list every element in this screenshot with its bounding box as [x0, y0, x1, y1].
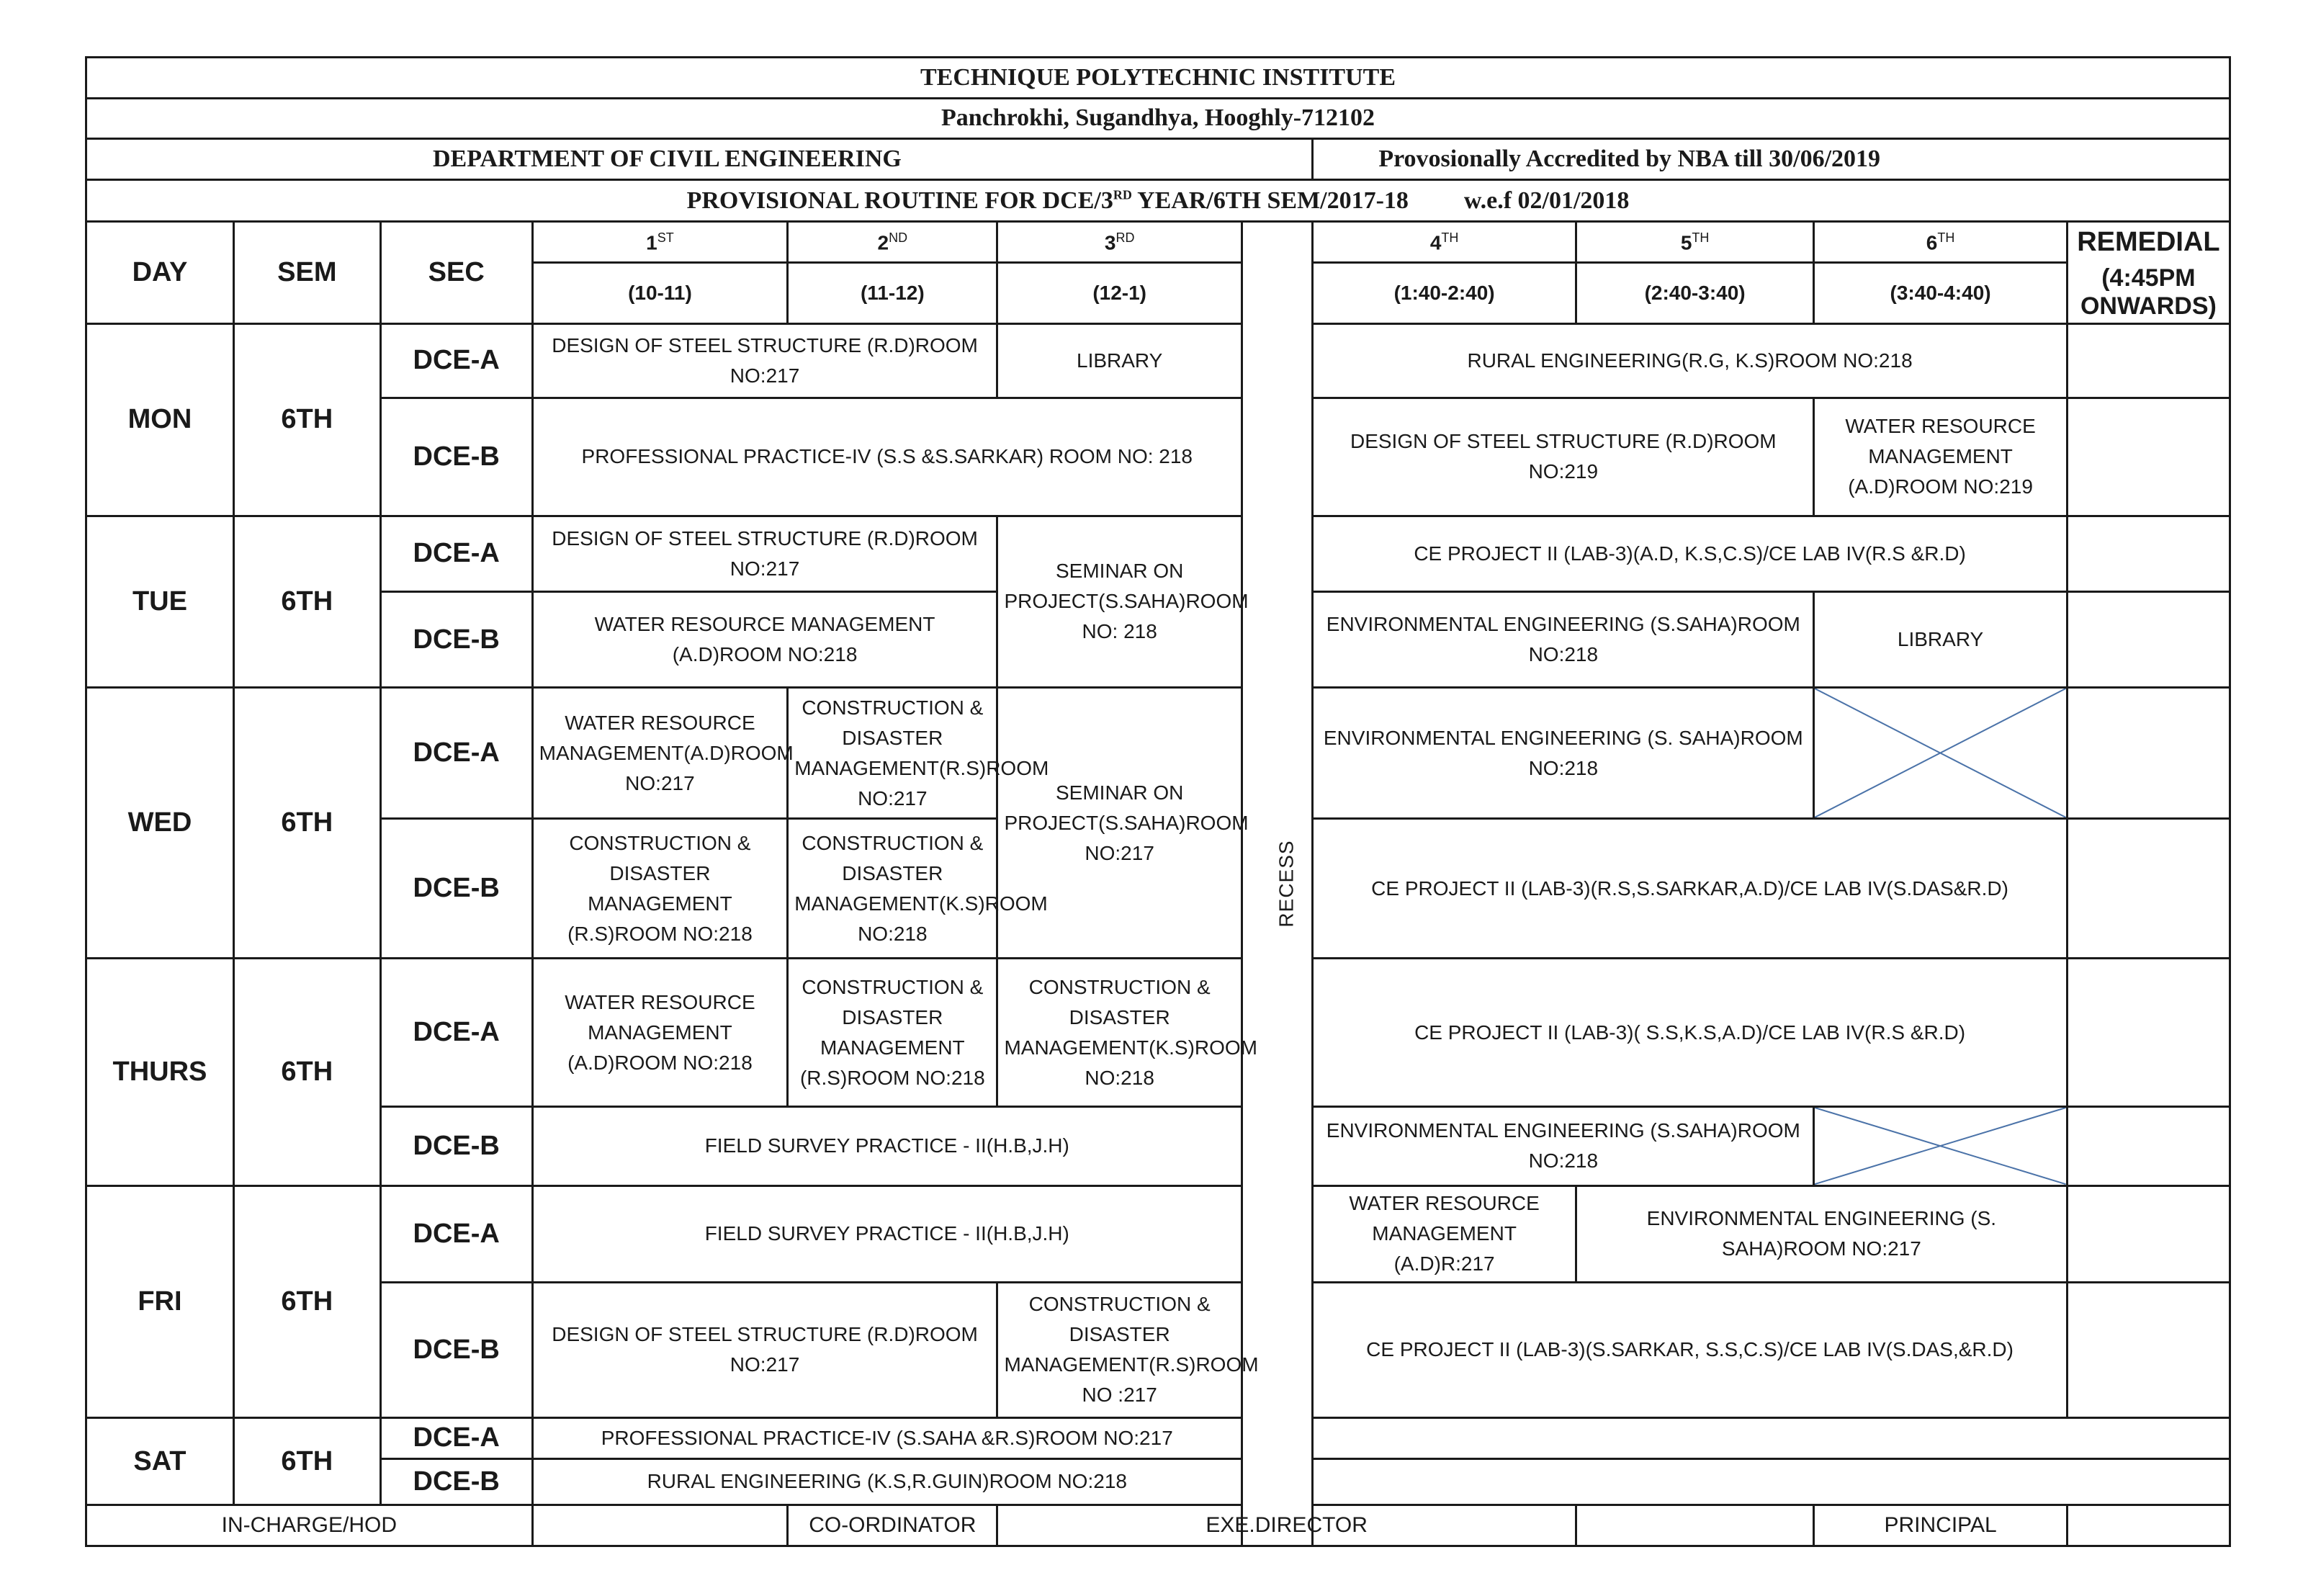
- period-6-time: (3:40-4:40): [1814, 262, 2068, 323]
- sec-thurs-a: DCE-A: [380, 959, 532, 1107]
- class-mon-b-p6: WATER RESOURCE MANAGEMENT (A.D)ROOM NO:219: [1814, 398, 2068, 516]
- sem-mon: 6TH: [233, 323, 380, 516]
- sec-fri-b: DCE-B: [380, 1282, 532, 1417]
- day-mon: MON: [86, 323, 234, 516]
- day-wed: WED: [86, 688, 234, 959]
- routine-title-post: YEAR/6TH SEM/2017-18: [1131, 187, 1409, 214]
- class-mon-a-p456: RURAL ENGINEERING(R.G, K.S)ROOM NO:218: [1313, 323, 2068, 398]
- sem-sat: 6TH: [233, 1417, 380, 1505]
- col-sem-header: SEM: [233, 222, 380, 323]
- class-wed-a-p45: ENVIRONMENTAL ENGINEERING (S. SAHA)ROOM NO:218: [1313, 688, 1814, 819]
- sec-tue-b: DCE-B: [380, 591, 532, 687]
- period-4-header: 4TH: [1313, 222, 1576, 263]
- class-sat-a-afternoon-empty: [1313, 1417, 2230, 1458]
- day-thurs: THURS: [86, 959, 234, 1185]
- class-thurs-b-p123: FIELD SURVEY PRACTICE - II(H.B,J.H): [532, 1107, 1242, 1185]
- remedial-mon-a: [2067, 323, 2230, 398]
- signature-exe-director: EXE.DIRECTOR: [997, 1505, 1576, 1546]
- class-fri-b-p3: CONSTRUCTION & DISASTER MANAGEMENT(R.S)ROOM NO :217: [997, 1282, 1242, 1417]
- class-wed-b-p2: CONSTRUCTION & DISASTER MANAGEMENT(K.S)ROOM NO:218: [788, 819, 997, 959]
- sec-wed-a: DCE-A: [380, 688, 532, 819]
- class-mon-a-p3: LIBRARY: [997, 323, 1242, 398]
- remedial-header: REMEDIAL: [2067, 222, 2230, 263]
- class-sat-b-p123: RURAL ENGINEERING (K.S,R.GUIN)ROOM NO:218: [532, 1458, 1242, 1505]
- institute-address: Panchrokhi, Sugandhya, Hooghly-712102: [86, 98, 2230, 139]
- signature-coordinator: CO-ORDINATOR: [788, 1505, 997, 1546]
- sec-sat-b: DCE-B: [380, 1458, 532, 1505]
- sem-thurs: 6TH: [233, 959, 380, 1185]
- recess-column: [1242, 222, 1312, 1546]
- sec-wed-b: DCE-B: [380, 819, 532, 959]
- sec-tue-a: DCE-A: [380, 516, 532, 591]
- sem-wed: 6TH: [233, 688, 380, 959]
- class-mon-b-p123: PROFESSIONAL PRACTICE-IV (S.S &S.SARKAR) ROOM NO: 218: [532, 398, 1242, 516]
- class-wed-a-p2: CONSTRUCTION & DISASTER MANAGEMENT(R.S)ROOM NO:217: [788, 688, 997, 819]
- class-wed-a-p1: WATER RESOURCE MANAGEMENT(A.D)ROOM NO:217: [532, 688, 788, 819]
- wef-date: w.e.f 02/01/2018: [1463, 187, 1630, 214]
- signature-principal: PRINCIPAL: [1814, 1505, 2068, 1546]
- remedial-fri-a: [2067, 1185, 2230, 1282]
- routine-document: [85, 56, 2231, 1547]
- class-thurs-a-p1: WATER RESOURCE MANAGEMENT (A.D)ROOM NO:218: [532, 959, 788, 1107]
- day-sat: SAT: [86, 1417, 234, 1505]
- department-name: DEPARTMENT OF CIVIL ENGINEERING: [86, 139, 1313, 180]
- sec-sat-a: DCE-A: [380, 1417, 532, 1458]
- class-tue-a-p456: CE PROJECT II (LAB-3)(A.D, K.S,C.S)/CE LAB IV(R.S &R.D): [1313, 516, 2068, 591]
- remedial-mon-b: [2067, 398, 2230, 516]
- class-sat-a-p123: PROFESSIONAL PRACTICE-IV (S.SAHA &R.S)ROOM NO:217: [532, 1417, 1242, 1458]
- routine-title: [86, 179, 2230, 222]
- class-mon-b-p45: DESIGN OF STEEL STRUCTURE (R.D)ROOM NO:219: [1313, 398, 1814, 516]
- class-wed-a-p6-crossed: [1814, 688, 2068, 819]
- class-tue-b-p45: ENVIRONMENTAL ENGINEERING (S.SAHA)ROOM NO:218: [1313, 591, 1814, 687]
- class-thurs-a-p2: CONSTRUCTION & DISASTER MANAGEMENT (R.S)ROOM NO:218: [788, 959, 997, 1107]
- col-day-header: DAY: [86, 222, 234, 323]
- class-fri-b-p456: CE PROJECT II (LAB-3)(S.SARKAR, S.S,C.S)/CE LAB IV(S.DAS,&R.D): [1313, 1282, 2068, 1417]
- period-6-header: 6TH: [1814, 222, 2068, 263]
- class-fri-a-p123: FIELD SURVEY PRACTICE - II(H.B,J.H): [532, 1185, 1242, 1282]
- class-tue-ab-p3: SEMINAR ON PROJECT(S.SAHA)ROOM NO: 218: [997, 516, 1242, 688]
- remedial-tue-a: [2067, 516, 2230, 591]
- class-tue-b-p12: WATER RESOURCE MANAGEMENT (A.D)ROOM NO:218: [532, 591, 997, 687]
- period-1-time: (10-11): [532, 262, 788, 323]
- sem-tue: 6TH: [233, 516, 380, 688]
- period-4-time: (1:40-2:40): [1313, 262, 1576, 323]
- routine-title-sup: RD: [1113, 187, 1132, 202]
- sec-mon-b: DCE-B: [380, 398, 532, 516]
- col-sec-header: SEC: [380, 222, 532, 323]
- period-5-time: (2:40-3:40): [1576, 262, 1813, 323]
- routine-table: [85, 56, 2231, 1547]
- class-sat-b-afternoon-empty: [1313, 1458, 2230, 1505]
- class-wed-ab-p3: SEMINAR ON PROJECT(S.SAHA)ROOM NO:217: [997, 688, 1242, 959]
- remedial-thurs-b: [2067, 1107, 2230, 1185]
- class-wed-b-p1: CONSTRUCTION & DISASTER MANAGEMENT (R.S)ROOM NO:218: [532, 819, 788, 959]
- class-fri-a-p4: WATER RESOURCE MANAGEMENT (A.D)R:217: [1313, 1185, 1576, 1282]
- class-thurs-a-p456: CE PROJECT II (LAB-3)( S.S,K.S,A.D)/CE LAB IV(R.S &R.D): [1313, 959, 2068, 1107]
- day-fri: FRI: [86, 1185, 234, 1417]
- class-tue-a-p12: DESIGN OF STEEL STRUCTURE (R.D)ROOM NO:217: [532, 516, 997, 591]
- routine-title-pre: PROVISIONAL ROUTINE FOR DCE/3: [686, 187, 1113, 214]
- signature-blank-2: [1576, 1505, 1813, 1546]
- remedial-fri-b: [2067, 1282, 2230, 1417]
- recess-label: RECESS: [1275, 840, 1298, 928]
- signature-blank-1: [532, 1505, 788, 1546]
- sec-fri-a: DCE-A: [380, 1185, 532, 1282]
- sec-mon-a: DCE-A: [380, 323, 532, 398]
- class-wed-b-p456: CE PROJECT II (LAB-3)(R.S,S.SARKAR,A.D)/CE LAB IV(S.DAS&R.D): [1313, 819, 2068, 959]
- cross-mark-icon: [1815, 689, 2066, 817]
- class-thurs-b-p6-crossed: [1814, 1107, 2068, 1185]
- sec-thurs-b: DCE-B: [380, 1107, 532, 1185]
- remedial-time: (4:45PM ONWARDS): [2067, 262, 2230, 323]
- period-2-header: 2ND: [788, 222, 997, 263]
- sem-fri: 6TH: [233, 1185, 380, 1417]
- period-3-time: (12-1): [997, 262, 1242, 323]
- day-tue: TUE: [86, 516, 234, 688]
- class-mon-a-p12: DESIGN OF STEEL STRUCTURE (R.D)ROOM NO:217: [532, 323, 997, 398]
- period-2-time: (11-12): [788, 262, 997, 323]
- accreditation-note: Provosionally Accredited by NBA till 30/06/2019: [1313, 139, 2230, 180]
- remedial-tue-b: [2067, 591, 2230, 687]
- class-thurs-a-p3: CONSTRUCTION & DISASTER MANAGEMENT(K.S)ROOM NO:218: [997, 959, 1242, 1107]
- cross-mark-icon: [1815, 1108, 2066, 1184]
- signature-incharge-hod: IN-CHARGE/HOD: [86, 1505, 533, 1546]
- period-3-header: 3RD: [997, 222, 1242, 263]
- period-5-header: 5TH: [1576, 222, 1813, 263]
- class-fri-b-p12: DESIGN OF STEEL STRUCTURE (R.D)ROOM NO:217: [532, 1282, 997, 1417]
- class-fri-a-p56: ENVIRONMENTAL ENGINEERING (S. SAHA)ROOM NO:217: [1576, 1185, 2067, 1282]
- remedial-wed-a: [2067, 688, 2230, 819]
- signature-blank-3: [2067, 1505, 2230, 1546]
- remedial-wed-b: [2067, 819, 2230, 959]
- class-thurs-b-p45: ENVIRONMENTAL ENGINEERING (S.SAHA)ROOM NO:218: [1313, 1107, 1814, 1185]
- class-tue-b-p6: LIBRARY: [1814, 591, 2068, 687]
- institute-name: TECHNIQUE POLYTECHNIC INSTITUTE: [86, 58, 2230, 99]
- remedial-thurs-a: [2067, 959, 2230, 1107]
- period-1-header: 1ST: [532, 222, 788, 263]
